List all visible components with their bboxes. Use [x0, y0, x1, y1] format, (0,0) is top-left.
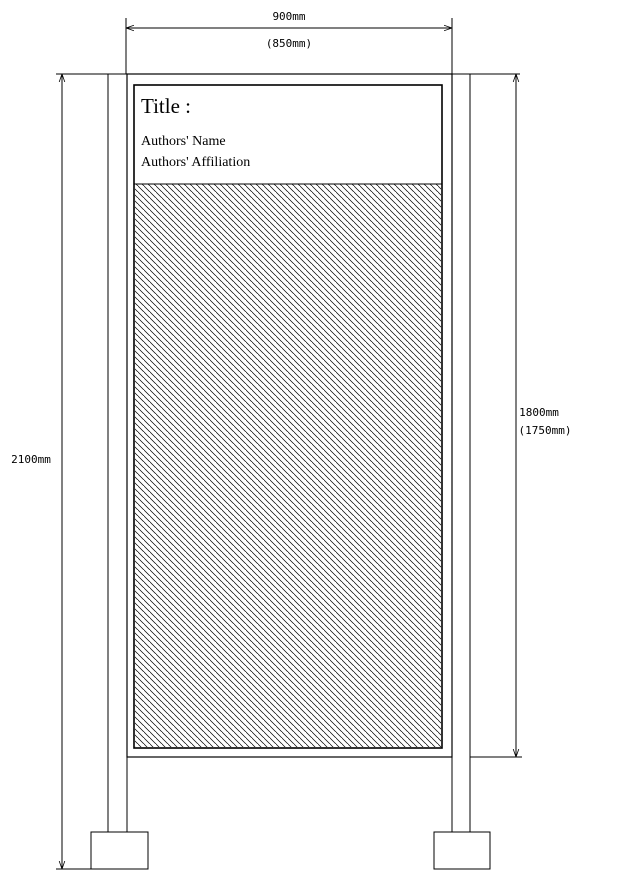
total-height-label: 2100mm [11, 453, 51, 466]
poster-area [134, 85, 442, 748]
width-inner-label: (850mm) [265, 37, 313, 50]
authors-name: Authors' Name [141, 134, 226, 149]
width-outer-label: 900mm [272, 10, 306, 23]
right-foot [434, 832, 490, 869]
board-height-inner-label: (1750mm) [518, 424, 572, 437]
board-height-outer-label: 1800mm [519, 406, 559, 419]
total-height-dimension [11, 74, 108, 869]
poster-content-hatched-area [135, 184, 441, 747]
authors-affiliation: Authors' Affiliation [141, 155, 251, 170]
poster-title: Title : [141, 94, 191, 118]
width-dimension [126, 10, 452, 74]
left-foot [91, 832, 148, 869]
